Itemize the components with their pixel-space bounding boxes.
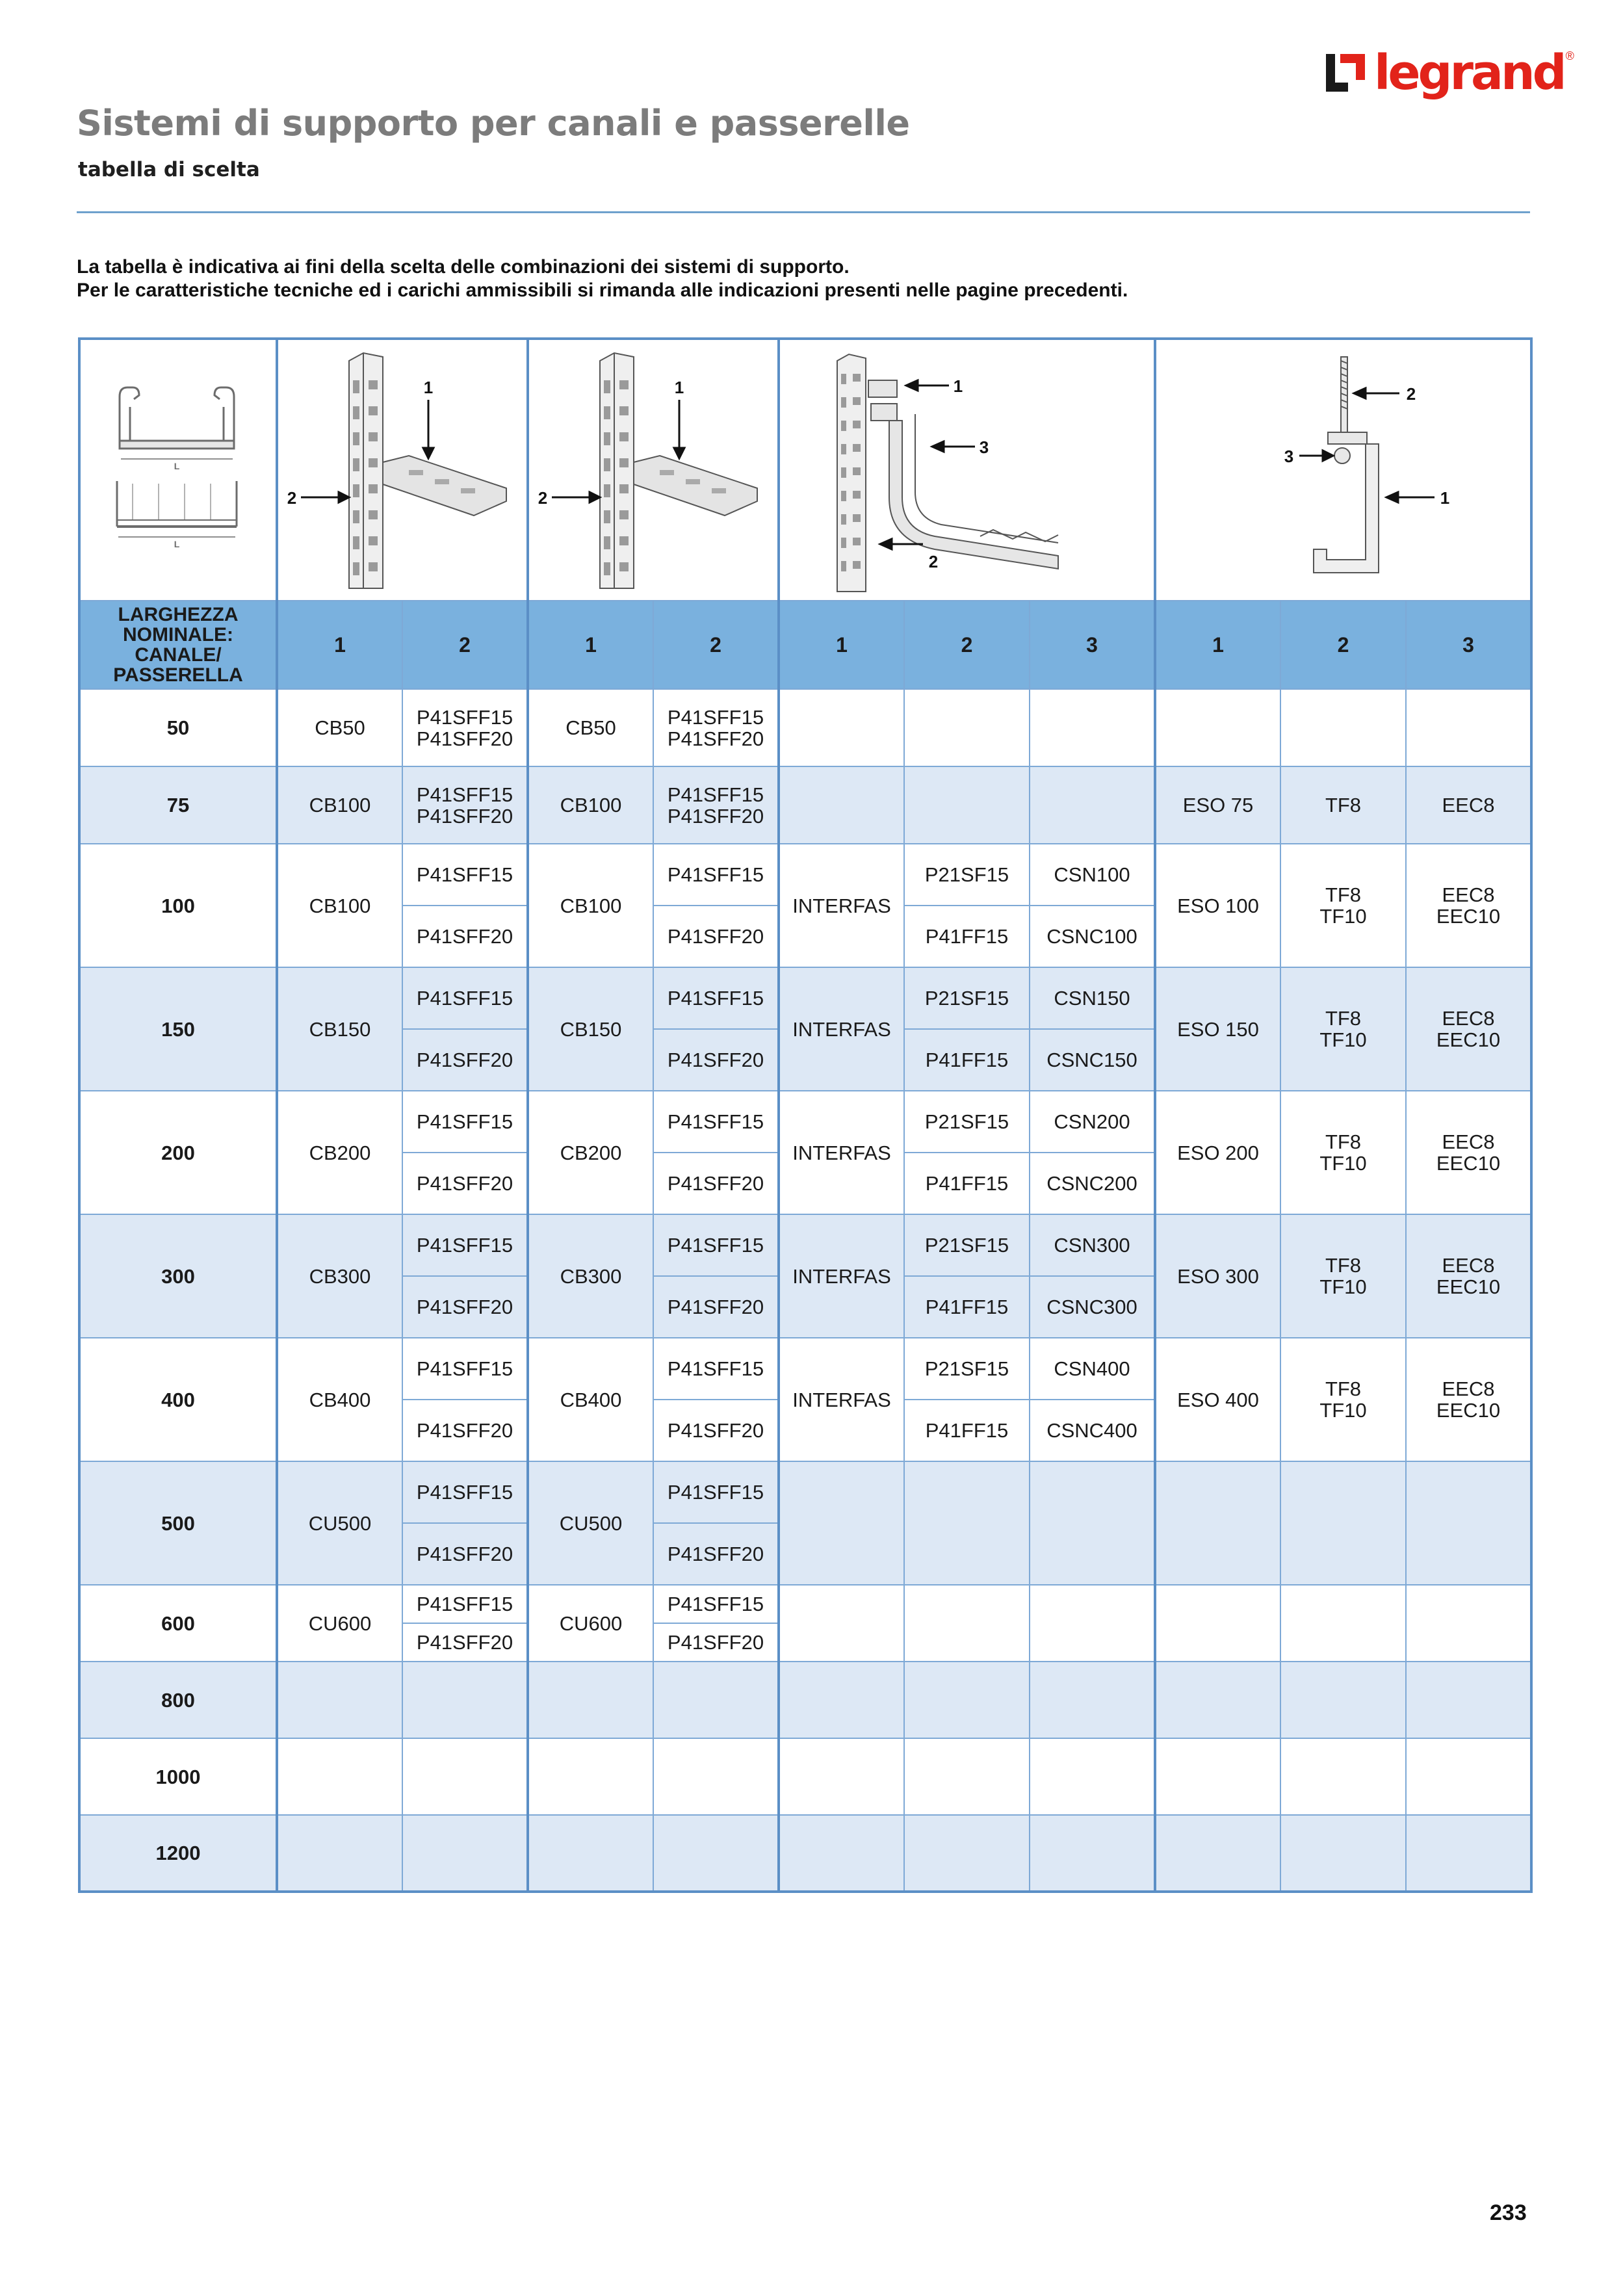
cell-line: TF10 [1319, 1399, 1367, 1422]
table-row [79, 1214, 1531, 1276]
table-cell: P41SFF20 [402, 906, 528, 967]
col-header: 3 [1406, 601, 1531, 689]
table-cell: CSNC200 [1030, 1153, 1155, 1214]
table-cell: P41SFF15 [653, 1214, 779, 1276]
legrand-logo-mark-icon [1326, 53, 1366, 93]
page-subtitle: tabella di scelta [78, 158, 260, 181]
table-cell: CB50 [277, 689, 402, 766]
cell-line: TF10 [1319, 1028, 1367, 1051]
cell-line: P41SFF20 [667, 727, 764, 750]
cell-line: P41SFF20 [667, 804, 764, 828]
table-cell: CB150 [277, 967, 402, 1091]
table-cell [402, 766, 528, 844]
table-cell [779, 1662, 904, 1738]
cell-line: EEC10 [1436, 1152, 1501, 1175]
table-cell: P41FF15 [904, 1029, 1030, 1091]
table-cell: CSN400 [1030, 1338, 1155, 1400]
table-cell: INTERFAS [779, 1091, 904, 1214]
table-cell [528, 1815, 653, 1892]
table-cell [904, 1662, 1030, 1738]
table-cell: P41SFF20 [653, 1153, 779, 1214]
table-cell: CB100 [528, 766, 653, 844]
table-cell [904, 1585, 1030, 1662]
table-cell [1406, 1585, 1531, 1662]
table-cell: ESO 150 [1155, 967, 1280, 1091]
table-cell [1406, 1738, 1531, 1815]
cell-line: TF10 [1319, 905, 1367, 928]
width-cell: 400 [79, 1338, 277, 1461]
wall-bracket-icon [279, 341, 526, 595]
table-cell [779, 1585, 904, 1662]
table-cell [779, 766, 904, 844]
table-cell [1406, 1338, 1531, 1461]
table-cell [1030, 1815, 1155, 1892]
width-header: LARGHEZZA NOMINALE: CANALE/ PASSERELLA [79, 601, 277, 689]
table-cell [653, 689, 779, 766]
interfas-bracket-icon [785, 341, 1149, 595]
table-cell [1280, 1338, 1406, 1461]
table-cell: P21SF15 [904, 1214, 1030, 1276]
ceiling-callout-3: 3 [1284, 447, 1293, 466]
table-cell [653, 1815, 779, 1892]
table-cell: CB400 [277, 1338, 402, 1461]
cell-line: TF8 [1325, 1130, 1362, 1153]
col-header: 2 [402, 601, 528, 689]
cell-line: P41SFF20 [416, 727, 513, 750]
table-cell [277, 1662, 402, 1738]
table-cell: P41SFF20 [653, 1623, 779, 1662]
wall-bracket-icon [530, 341, 777, 595]
cell-line: TF8 [1325, 1007, 1362, 1030]
width-cell: 100 [79, 844, 277, 967]
table-cell: ESO 300 [1155, 1214, 1280, 1338]
table-cell: P41SFF20 [402, 1400, 528, 1461]
table-cell [779, 1815, 904, 1892]
cell-line: TF8 [1325, 1254, 1362, 1277]
table-cell: CSNC400 [1030, 1400, 1155, 1461]
table-cell [1406, 689, 1531, 766]
width-cell: 500 [79, 1461, 277, 1585]
table-cell: CB400 [528, 1338, 653, 1461]
table-cell [277, 1815, 402, 1892]
table-cell [1030, 766, 1155, 844]
table-cell [779, 689, 904, 766]
table-cell: P41SFF15 [653, 1461, 779, 1523]
col-header: 1 [1155, 601, 1280, 689]
table-cell: P41SFF15 [653, 1338, 779, 1400]
table-cell [904, 1461, 1030, 1585]
cell-line: TF10 [1319, 1152, 1367, 1175]
col-header: 2 [904, 601, 1030, 689]
table-cell: INTERFAS [779, 1338, 904, 1461]
width-cell: 300 [79, 1214, 277, 1338]
cell-line: EEC10 [1436, 1399, 1501, 1422]
table-cell [1406, 1214, 1531, 1338]
interfas-callout-2: 2 [928, 552, 938, 571]
table-cell [1280, 967, 1406, 1091]
table-cell: P41SFF15 [402, 1585, 528, 1623]
cell-line: EEC8 [1442, 1007, 1495, 1030]
table-cell [1030, 1738, 1155, 1815]
table-cell [904, 766, 1030, 844]
table-row [79, 689, 1531, 766]
intro-line-1: La tabella è indicativa ai fini della scelta delle combinazioni dei sistemi di supporto. [77, 256, 850, 278]
table-cell [1155, 1585, 1280, 1662]
interfas-bracket-diagram [779, 339, 1155, 601]
cell-line: EEC8 [1442, 1130, 1495, 1153]
col-header: 1 [277, 601, 402, 689]
table-cell [1155, 1461, 1280, 1585]
table-cell: P41SFF20 [402, 1276, 528, 1338]
table-cell: P41SFF20 [653, 1029, 779, 1091]
registered-mark: ® [1565, 49, 1574, 62]
table-cell: CU500 [277, 1461, 402, 1585]
table-cell [1030, 689, 1155, 766]
table-cell: P21SF15 [904, 967, 1030, 1029]
table-cell: P41SFF15 [402, 1214, 528, 1276]
cell-line: TF8 [1325, 883, 1362, 906]
table-cell [402, 1815, 528, 1892]
table-cell: P41SFF20 [402, 1523, 528, 1585]
table-cell: CB200 [528, 1091, 653, 1214]
table-cell: CSNC150 [1030, 1029, 1155, 1091]
wall2-callout-1: 1 [674, 378, 684, 397]
table-cell [1280, 1461, 1406, 1585]
table-cell: CU600 [528, 1585, 653, 1662]
width-cell: 75 [79, 766, 277, 844]
width-cell: 200 [79, 1091, 277, 1214]
width-cell: 600 [79, 1585, 277, 1662]
table-cell: P41SFF20 [653, 1276, 779, 1338]
table-cell [1280, 1214, 1406, 1338]
cell-line: P41SFF20 [416, 804, 513, 828]
table-cell [1280, 844, 1406, 967]
legrand-wordmark: legrand [1374, 45, 1565, 101]
table-cell [402, 1662, 528, 1738]
table-cell: ESO 400 [1155, 1338, 1280, 1461]
ceiling-callout-2: 2 [1406, 384, 1416, 404]
table-cell [904, 1815, 1030, 1892]
table-cell: CU600 [277, 1585, 402, 1662]
table-cell: CB300 [277, 1214, 402, 1338]
table-row [79, 1461, 1531, 1523]
interfas-callout-3: 3 [979, 437, 989, 457]
table-cell: ESO 200 [1155, 1091, 1280, 1214]
table-cell: ESO 75 [1155, 766, 1280, 844]
table-cell: CB300 [528, 1214, 653, 1338]
table-cell [1280, 1585, 1406, 1662]
table-cell [1280, 1091, 1406, 1214]
table-cell: P41SFF15 [653, 1091, 779, 1153]
cell-line: EEC8 [1442, 883, 1495, 906]
table-cell [528, 1662, 653, 1738]
table-cell: CB100 [528, 844, 653, 967]
channel-section-diagram [79, 339, 277, 601]
table-cell: CB100 [277, 766, 402, 844]
table-cell: CSN150 [1030, 967, 1155, 1029]
table-cell [1155, 1815, 1280, 1892]
table-cell: P41FF15 [904, 1400, 1030, 1461]
col-header: 2 [653, 601, 779, 689]
table-cell [402, 1738, 528, 1815]
cell-line: EEC10 [1436, 1275, 1501, 1298]
table-cell [653, 1738, 779, 1815]
table-cell: CB100 [277, 844, 402, 967]
table-cell [1406, 1662, 1531, 1738]
table-row [79, 1738, 1531, 1815]
legrand-logo [1326, 40, 1574, 105]
table-cell: P41SFF15 [402, 1461, 528, 1523]
cell-line: P41SFF15 [667, 783, 764, 806]
table-cell [528, 1738, 653, 1815]
table-cell [1030, 1585, 1155, 1662]
cell-line: EEC10 [1436, 905, 1501, 928]
width-cell: 1000 [79, 1738, 277, 1815]
table-cell [1406, 967, 1531, 1091]
table-cell: EEC8 [1406, 766, 1531, 844]
table-cell [277, 1738, 402, 1815]
table-cell: CSN200 [1030, 1091, 1155, 1153]
table-cell [904, 689, 1030, 766]
channel-width-label: L [174, 461, 180, 471]
page-number: 233 [1490, 2200, 1527, 2225]
table-cell: P41FF15 [904, 1276, 1030, 1338]
table-row [79, 1662, 1531, 1738]
table-cell [1406, 844, 1531, 967]
cell-line: EEC8 [1442, 1254, 1495, 1277]
table-cell: P41SFF15 [402, 967, 528, 1029]
width-cell: 50 [79, 689, 277, 766]
cell-line: P41SFF15 [416, 705, 513, 729]
table-row [79, 844, 1531, 906]
table-cell: P41SFF20 [402, 1153, 528, 1214]
table-cell: TF8 [1280, 766, 1406, 844]
table-cell [1406, 1815, 1531, 1892]
table-cell [1030, 1461, 1155, 1585]
table-cell [653, 1662, 779, 1738]
table-row [79, 1091, 1531, 1153]
table-cell: INTERFAS [779, 967, 904, 1091]
table-cell: ESO 100 [1155, 844, 1280, 967]
table-row [79, 1815, 1531, 1892]
cable-channel-section-icon [94, 345, 263, 592]
intro-text [77, 255, 1128, 302]
table-cell: P41SFF20 [402, 1623, 528, 1662]
table-cell [1155, 689, 1280, 766]
table-cell [904, 1738, 1030, 1815]
table-cell: P41SFF15 [653, 844, 779, 906]
col-header: 3 [1030, 601, 1155, 689]
table-cell: P41SFF20 [653, 906, 779, 967]
table-cell: CSNC100 [1030, 906, 1155, 967]
table-cell: P41SFF20 [653, 1400, 779, 1461]
table-cell: P41SFF15 [402, 1338, 528, 1400]
table-cell [402, 689, 528, 766]
table-cell [1280, 1738, 1406, 1815]
table-cell: CU500 [528, 1461, 653, 1585]
wall1-callout-1: 1 [423, 378, 434, 397]
interfas-callout-1: 1 [953, 376, 963, 396]
width-cell: 150 [79, 967, 277, 1091]
table-cell: CSN100 [1030, 844, 1155, 906]
wall-bracket-diagram-1 [277, 339, 528, 601]
ceiling-callout-1: 1 [1440, 488, 1449, 508]
ceiling-hanger-icon [1162, 341, 1526, 595]
table-cell [1280, 689, 1406, 766]
ceiling-hanger-diagram [1155, 339, 1531, 601]
table-cell: P41SFF15 [402, 1091, 528, 1153]
wall2-callout-2: 2 [538, 488, 548, 508]
table-row [79, 766, 1531, 844]
table-cell [779, 1461, 904, 1585]
tray-width-label: L [174, 539, 180, 549]
table-cell [1280, 1815, 1406, 1892]
table-cell [779, 1738, 904, 1815]
cell-line: TF8 [1325, 1377, 1362, 1400]
table-cell: P41SFF15 [653, 967, 779, 1029]
cell-line: P41SFF15 [667, 705, 764, 729]
wall1-callout-2: 2 [287, 488, 297, 508]
table-header-row [79, 601, 1531, 689]
table-cell: P21SF15 [904, 844, 1030, 906]
selection-table [78, 337, 1533, 1893]
page-title: Sistemi di supporto per canali e passerelle [77, 103, 910, 144]
table-cell: P21SF15 [904, 1091, 1030, 1153]
table-cell: CB50 [528, 689, 653, 766]
table-cell [1406, 1461, 1531, 1585]
diagram-row [79, 339, 1531, 601]
table-cell: P41SFF20 [402, 1029, 528, 1091]
cell-line: TF10 [1319, 1275, 1367, 1298]
table-cell: P41SFF15 [653, 1585, 779, 1623]
col-header: 2 [1280, 601, 1406, 689]
col-header: 1 [528, 601, 653, 689]
table-cell: P41FF15 [904, 906, 1030, 967]
col-header: 1 [779, 601, 904, 689]
table-cell: CSN300 [1030, 1214, 1155, 1276]
table-cell [1155, 1738, 1280, 1815]
table-cell [1030, 1662, 1155, 1738]
width-cell: 1200 [79, 1815, 277, 1892]
table-cell: INTERFAS [779, 1214, 904, 1338]
table-cell [1406, 1091, 1531, 1214]
table-cell [1280, 1662, 1406, 1738]
table-cell [653, 766, 779, 844]
cell-line: P41SFF15 [416, 783, 513, 806]
table-cell: P21SF15 [904, 1338, 1030, 1400]
wall-bracket-diagram-2 [528, 339, 779, 601]
table-cell: CB150 [528, 967, 653, 1091]
intro-line-2: Per le caratteristiche tecniche ed i carichi ammissibili si rimanda alle indicazioni presenti nelle pagine precedenti. [77, 280, 1128, 301]
table-row [79, 1338, 1531, 1400]
width-cell: 800 [79, 1662, 277, 1738]
header-divider [77, 211, 1530, 213]
table-cell: CB200 [277, 1091, 402, 1214]
table-row [79, 1585, 1531, 1623]
table-row [79, 967, 1531, 1029]
table-cell: CSNC300 [1030, 1276, 1155, 1338]
table-cell: P41SFF15 [402, 844, 528, 906]
cell-line: EEC8 [1442, 1377, 1495, 1400]
table-cell: P41SFF20 [653, 1523, 779, 1585]
cell-line: EEC10 [1436, 1028, 1501, 1051]
table-cell: P41FF15 [904, 1153, 1030, 1214]
table-cell [1155, 1662, 1280, 1738]
table-cell: INTERFAS [779, 844, 904, 967]
